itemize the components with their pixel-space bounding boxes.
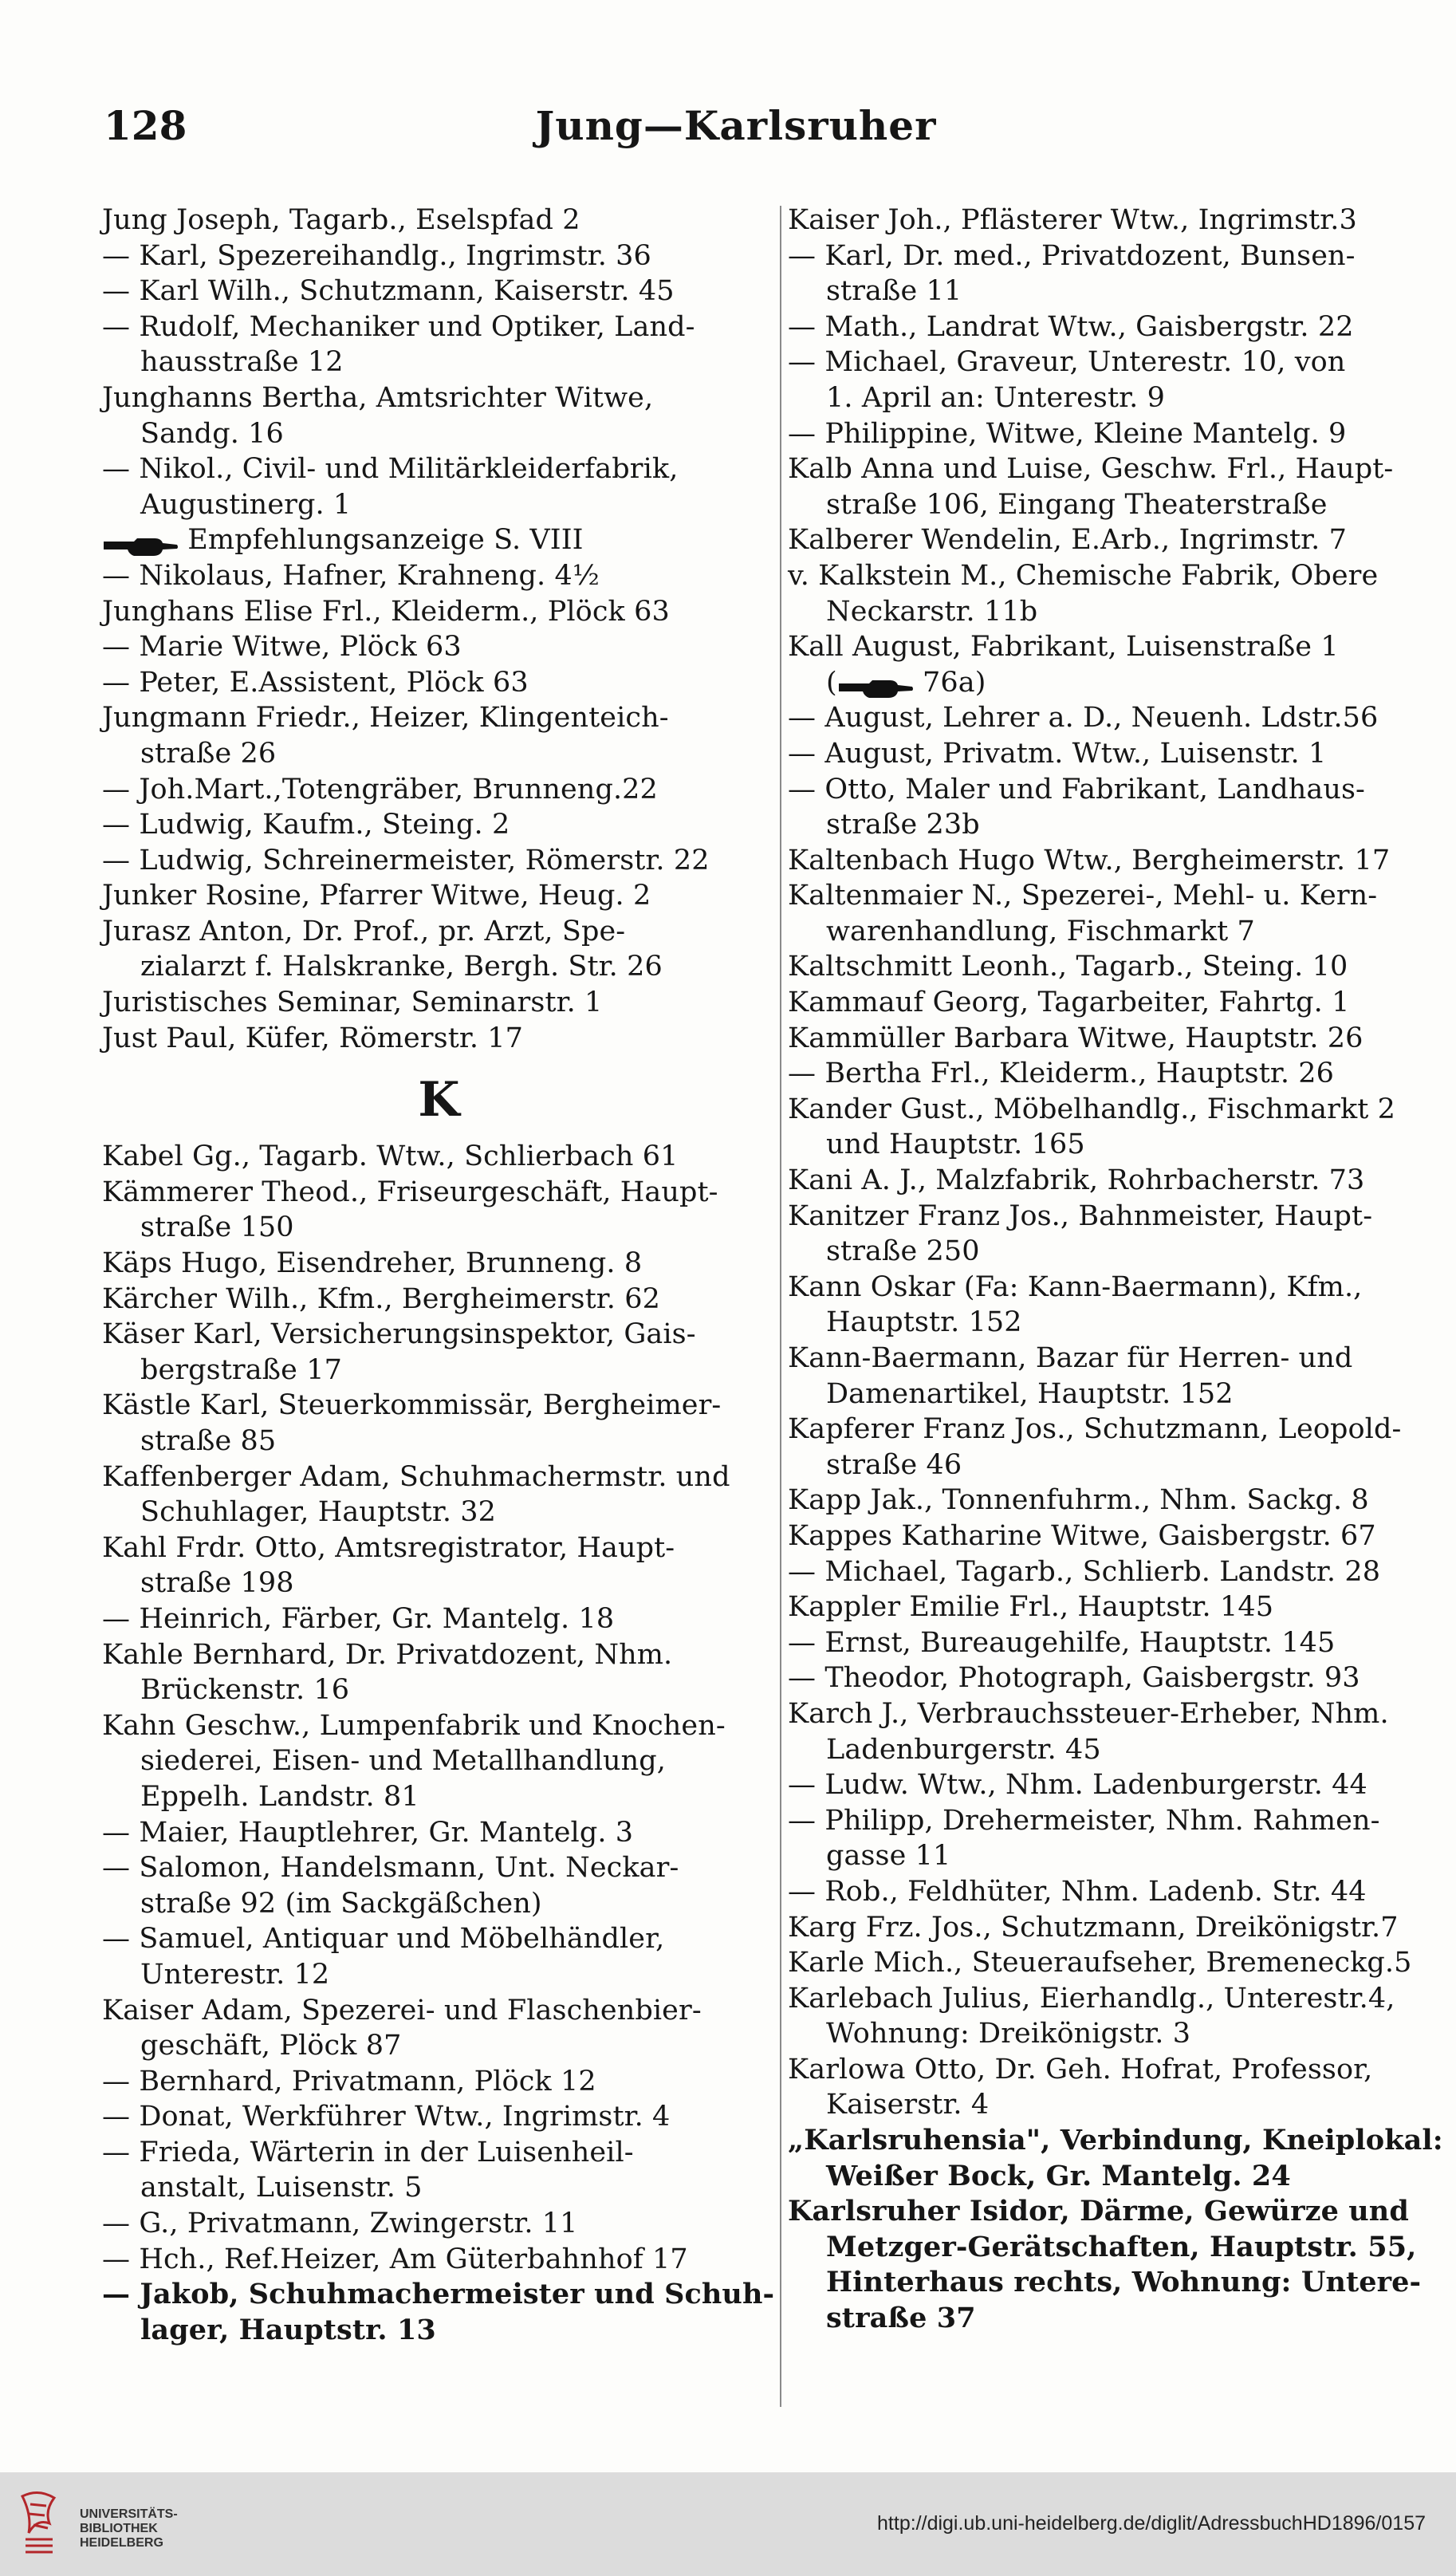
entry-continuation: und Hauptstr. 165 bbox=[826, 1128, 1085, 1161]
directory-entry: — Rudolf, Mechaniker und Optiker, Land- bbox=[102, 310, 695, 343]
pointing-hand-icon bbox=[102, 531, 179, 552]
directory-entry: — Bernhard, Privatmann, Plöck 12 bbox=[102, 2065, 596, 2097]
entry-continuation: Brückenstr. 16 bbox=[140, 1674, 350, 1707]
entry-continuation: straße 250 bbox=[826, 1235, 980, 1268]
directory-entry: Kästle Karl, Steuerkommissär, Bergheimer- bbox=[102, 1389, 722, 1422]
running-title: Jung—Karlsruher bbox=[535, 102, 937, 149]
directory-entry: Kammüller Barbara Witwe, Hauptstr. 26 bbox=[788, 1022, 1364, 1054]
directory-entry: Kabel Gg., Tagarb. Wtw., Schlierbach 61 bbox=[102, 1140, 679, 1173]
directory-entry: — Joh.Mart.,Totengräber, Brunneng.22 bbox=[102, 773, 658, 805]
entry-continuation: Unterestr. 12 bbox=[140, 1958, 330, 1991]
entry-continuation: straße 106, Eingang Theaterstraße bbox=[826, 488, 1328, 521]
directory-entry: — Theodor, Photograph, Gaisbergstr. 93 bbox=[788, 1662, 1360, 1695]
entry-continuation: warenhandlung, Fischmarkt 7 bbox=[826, 915, 1255, 947]
right-column bbox=[788, 203, 1450, 2337]
directory-entry: Kaltenbach Hugo Wtw., Bergheimerstr. 17 bbox=[788, 844, 1391, 876]
directory-entry: — G., Privatmann, Zwingerstr. 11 bbox=[102, 2208, 578, 2240]
directory-entry: Junghanns Bertha, Amtsrichter Witwe, bbox=[102, 381, 654, 414]
page-number: 128 bbox=[104, 102, 187, 149]
entry-continuation: siederei, Eisen- und Metallhandlung, bbox=[140, 1745, 667, 1778]
directory-entry: Käser Karl, Versicherungsinspektor, Gais- bbox=[102, 1318, 696, 1351]
library-name: UNIVERSITÄTS- BIBLIOTHEK HEIDELBERG bbox=[80, 2507, 178, 2550]
directory-entry: Kanitzer Franz Jos., Bahnmeister, Haupt- bbox=[788, 1199, 1373, 1232]
directory-entry: — Ernst, Bureaugehilfe, Hauptstr. 145 bbox=[788, 1626, 1336, 1659]
directory-entry: Kahle Bernhard, Dr. Privatdozent, Nhm. bbox=[102, 1638, 673, 1671]
directory-entry: — Nikolaus, Hafner, Krahneng. 4½ bbox=[102, 559, 600, 592]
entry-continuation: straße 46 bbox=[826, 1448, 962, 1481]
university-seal-icon bbox=[14, 2487, 64, 2558]
directory-entry: — Peter, E.Assistent, Plöck 63 bbox=[102, 666, 529, 699]
directory-entry: — Ludw. Wtw., Nhm. Ladenburgerstr. 44 bbox=[788, 1769, 1367, 1802]
directory-entry: „Karlsruhensia", Verbindung, Kneiplokal: bbox=[788, 2124, 1443, 2157]
directory-entry: Kalb Anna und Luise, Geschw. Frl., Haupt- bbox=[788, 453, 1394, 486]
entry-continuation: Wohnung: Dreikönigstr. 3 bbox=[826, 2018, 1191, 2050]
entry-continuation: ( 76a) bbox=[826, 666, 986, 699]
entry-continuation: Sandg. 16 bbox=[140, 417, 284, 450]
directory-entry: — Ludwig, Schreinermeister, Römerstr. 22 bbox=[102, 844, 710, 876]
directory-entry: Käps Hugo, Eisendreher, Brunneng. 8 bbox=[102, 1247, 643, 1280]
directory-entry bbox=[102, 522, 776, 558]
directory-entry: Just Paul, Küfer, Römerstr. 17 bbox=[102, 1022, 524, 1054]
entry-continuation: straße 37 bbox=[826, 2302, 976, 2335]
footer-bar bbox=[0, 2472, 1456, 2576]
directory-entry: — Karl Wilh., Schutzmann, Kaiserstr. 45 bbox=[102, 275, 675, 308]
directory-entry: Karlebach Julius, Eierhandlg., Unterestr.4, bbox=[788, 1982, 1395, 2015]
directory-entry: Kämmerer Theod., Friseurgeschäft, Haupt- bbox=[102, 1176, 718, 1208]
directory-entry: Kaiser Joh., Pflästerer Wtw., Ingrimstr.3 bbox=[788, 204, 1357, 236]
directory-entry: Kaltenmaier N., Spezerei-, Mehl- u. Kern- bbox=[788, 880, 1378, 912]
entry-continuation: Damenartikel, Hauptstr. 152 bbox=[826, 1377, 1234, 1410]
directory-entry: Jungmann Friedr., Heizer, Klingenteich- bbox=[102, 702, 669, 735]
entry-continuation: Neckarstr. 11b bbox=[826, 595, 1038, 628]
directory-entry: — Heinrich, Färber, Gr. Mantelg. 18 bbox=[102, 1602, 615, 1635]
entry-continuation: straße 92 (im Sackgäßchen) bbox=[140, 1887, 542, 1920]
directory-entry: Jurasz Anton, Dr. Prof., pr. Arzt, Spe- bbox=[102, 915, 626, 947]
entry-continuation: straße 85 bbox=[140, 1425, 277, 1457]
left-column bbox=[102, 203, 776, 2348]
directory-entry: Kaiser Adam, Spezerei- und Flaschenbier- bbox=[102, 1994, 702, 2027]
directory-entry: — Philipp, Drehermeister, Nhm. Rahmen- bbox=[788, 1804, 1380, 1837]
entry-continuation: lager, Hauptstr. 13 bbox=[140, 2313, 436, 2346]
directory-entry: — Hch., Ref.Heizer, Am Güterbahnhof 17 bbox=[102, 2243, 688, 2275]
directory-entry: — August, Privatm. Wtw., Luisenstr. 1 bbox=[788, 737, 1327, 770]
directory-entry: Kann Oskar (Fa: Kann-Baermann), Kfm., bbox=[788, 1270, 1363, 1303]
entry-continuation: hausstraße 12 bbox=[140, 346, 344, 379]
directory-entry: — Marie Witwe, Plöck 63 bbox=[102, 631, 462, 664]
directory-entry: — Ludwig, Kaufm., Steing. 2 bbox=[102, 809, 510, 841]
entry-text: 76a) bbox=[923, 666, 986, 699]
directory-entry: — Bertha Frl., Kleiderm., Hauptstr. 26 bbox=[788, 1058, 1335, 1090]
directory-entry: Jung Joseph, Tagarb., Eselspfad 2 bbox=[102, 204, 580, 236]
directory-entry: Juristisches Seminar, Seminarstr. 1 bbox=[102, 987, 603, 1019]
entry-continuation: straße 150 bbox=[140, 1211, 294, 1244]
directory-entry: — Otto, Maler und Fabrikant, Landhaus- bbox=[788, 773, 1365, 805]
entry-continuation: straße 23b bbox=[826, 809, 980, 841]
entry-continuation: straße 11 bbox=[826, 275, 962, 308]
directory-entry: Kander Gust., Möbelhandlg., Fischmarkt 2 bbox=[788, 1093, 1396, 1125]
entry-continuation: 1. April an: Unterestr. 9 bbox=[826, 381, 1165, 414]
directory-entry: Kalberer Wendelin, E.Arb., Ingrimstr. 7 bbox=[788, 524, 1347, 557]
entry-continuation: geschäft, Plöck 87 bbox=[140, 2030, 402, 2062]
directory-entry: Kann-Baermann, Bazar für Herren- und bbox=[788, 1342, 1353, 1374]
directory-entry: — Nikol., Civil- und Militärkleiderfabrik, bbox=[102, 453, 679, 486]
directory-entry: Junghans Elise Frl., Kleiderm., Plöck 63 bbox=[102, 595, 670, 628]
directory-entry: — Karl, Dr. med., Privatdozent, Bunsen- bbox=[788, 239, 1356, 272]
entry-continuation: straße 26 bbox=[140, 737, 277, 770]
directory-entry: — Samuel, Antiquar und Möbelhändler, bbox=[102, 1923, 665, 1956]
directory-entry: — Philippine, Witwe, Kleine Mantelg. 9 bbox=[788, 417, 1347, 450]
directory-entry: Karlowa Otto, Dr. Geh. Hofrat, Professor, bbox=[788, 2053, 1373, 2086]
entry-continuation: Eppelh. Landstr. 81 bbox=[140, 1780, 419, 1813]
directory-entry: — Rob., Feldhüter, Nhm. Ladenb. Str. 44 bbox=[788, 1875, 1367, 1908]
directory-entry: Junker Rosine, Pfarrer Witwe, Heug. 2 bbox=[102, 880, 651, 912]
entry-continuation: Metzger-Gerätschaften, Hauptstr. 55, bbox=[826, 2230, 1417, 2263]
directory-entry: — Karl, Spezereihandlg., Ingrimstr. 36 bbox=[102, 239, 651, 272]
pointing-hand-icon bbox=[837, 673, 914, 694]
section-letter: K bbox=[418, 1072, 460, 1128]
entry-continuation: Ladenburgerstr. 45 bbox=[826, 1733, 1101, 1766]
directory-entry: Karlsruher Isidor, Därme, Gewürze und bbox=[788, 2195, 1409, 2228]
directory-entry: — Math., Landrat Wtw., Gaisbergstr. 22 bbox=[788, 310, 1354, 343]
entry-continuation: straße 198 bbox=[140, 1567, 294, 1600]
directory-entry: Kaltschmitt Leonh., Tagarb., Steing. 10 bbox=[788, 951, 1348, 983]
entry-continuation: Schuhlager, Hauptstr. 32 bbox=[140, 1496, 497, 1529]
directory-entry: Kahl Frdr. Otto, Amtsregistrator, Haupt- bbox=[102, 1531, 675, 1564]
source-url-link[interactable]: http://digi.ub.uni-heidelberg.de/diglit/AdressbuchHD1896/0157 bbox=[877, 2512, 1426, 2535]
directory-entry: — Michael, Graveur, Unterestr. 10, von bbox=[788, 346, 1346, 379]
directory-entry: Karg Frz. Jos., Schutzmann, Dreikönigstr.7 bbox=[788, 1911, 1399, 1944]
entry-continuation: Hinterhaus rechts, Wohnung: Untere- bbox=[826, 2266, 1422, 2299]
entry-continuation: Weißer Bock, Gr. Mantelg. 24 bbox=[826, 2159, 1291, 2192]
directory-entry: Karle Mich., Steueraufseher, Bremeneckg.5 bbox=[788, 1947, 1412, 1979]
entry-continuation: bergstraße 17 bbox=[140, 1353, 342, 1386]
directory-entry: Kahn Geschw., Lumpenfabrik und Knochen- bbox=[102, 1709, 726, 1742]
directory-entry: Kall August, Fabrikant, Luisenstraße 1 bbox=[788, 631, 1339, 664]
directory-entry: v. Kalkstein M., Chemische Fabrik, Obere bbox=[788, 559, 1379, 592]
entry-continuation: gasse 11 bbox=[826, 1840, 951, 1873]
directory-entry: Kappler Emilie Frl., Hauptstr. 145 bbox=[788, 1591, 1274, 1624]
directory-entry: — Maier, Hauptlehrer, Gr. Mantelg. 3 bbox=[102, 1816, 634, 1849]
entry-continuation: Hauptstr. 152 bbox=[826, 1306, 1022, 1339]
directory-entry: Kani A. J., Malzfabrik, Rohrbacherstr. 73 bbox=[788, 1164, 1365, 1197]
page-header bbox=[104, 102, 1368, 158]
directory-entry: — Michael, Tagarb., Schlierb. Landstr. 28 bbox=[788, 1555, 1381, 1588]
directory-entry: Kapp Jak., Tonnenfuhrm., Nhm. Sackg. 8 bbox=[788, 1484, 1369, 1517]
entry-continuation: Kaiserstr. 4 bbox=[826, 2089, 990, 2121]
directory-entry: — August, Lehrer a. D., Neuenh. Ldstr.56 bbox=[788, 702, 1379, 735]
directory-entry: — Jakob, Schuhmachermeister und Schuh- bbox=[102, 2278, 775, 2311]
directory-entry: Kammauf Georg, Tagarbeiter, Fahrtg. 1 bbox=[788, 987, 1350, 1019]
directory-entry: Karch J., Verbrauchssteuer-Erheber, Nhm. bbox=[788, 1697, 1389, 1730]
directory-entry: — Frieda, Wärterin in der Luisenheil- bbox=[102, 2136, 634, 2168]
directory-entry: Kappes Katharine Witwe, Gaisbergstr. 67 bbox=[788, 1519, 1376, 1552]
entry-text: Empfehlungsanzeige S. VIII bbox=[187, 524, 584, 557]
directory-entry: Kärcher Wilh., Kfm., Bergheimerstr. 62 bbox=[102, 1282, 660, 1315]
directory-entry: — Salomon, Handelsmann, Unt. Neckar- bbox=[102, 1852, 679, 1885]
entry-continuation: zialarzt f. Halskranke, Bergh. Str. 26 bbox=[140, 951, 663, 983]
entry-continuation: Augustinerg. 1 bbox=[140, 488, 352, 521]
column-divider bbox=[780, 206, 781, 2407]
entry-continuation: anstalt, Luisenstr. 5 bbox=[140, 2172, 423, 2204]
directory-entry: — Donat, Werkführer Wtw., Ingrimstr. 4 bbox=[102, 2101, 671, 2133]
directory-entry: Kapferer Franz Jos., Schutzmann, Leopold- bbox=[788, 1413, 1402, 1446]
directory-entry: Kaffenberger Adam, Schuhmachermstr. und bbox=[102, 1460, 730, 1493]
